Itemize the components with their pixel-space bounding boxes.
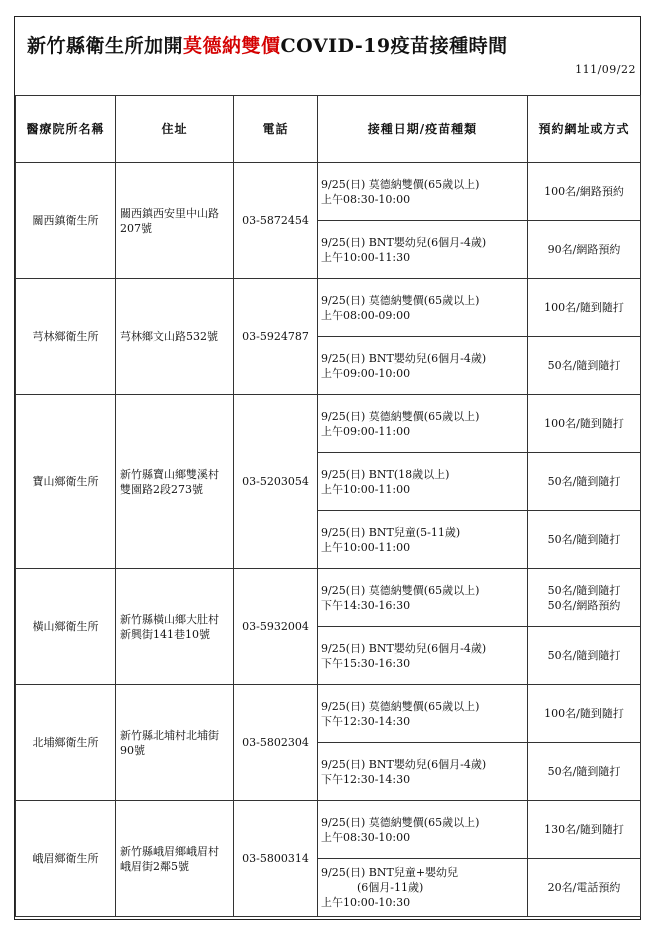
- session-time: 下午15:30-16:30: [321, 656, 411, 670]
- clinic-address: [116, 279, 234, 395]
- document-sheet: [14, 16, 641, 920]
- header-address: 住址: [116, 96, 234, 163]
- session-vaccine: 9/25(日) 莫德納雙價(65歲以上): [321, 815, 480, 829]
- table-body: [16, 163, 641, 917]
- booking-line: 50名/隨到隨打: [547, 583, 621, 597]
- session-schedule: [318, 569, 528, 627]
- session-vaccine: 9/25(日) 莫德納雙價(65歲以上): [321, 293, 480, 307]
- title-pre: 新竹縣衛生所加開: [27, 35, 184, 57]
- booking-line: 90名/網路預約: [547, 243, 621, 256]
- table-row: [16, 569, 641, 627]
- table-row: [16, 395, 641, 453]
- address-line: 新竹縣峨眉鄉峨眉村: [120, 844, 219, 858]
- table-row: [16, 685, 641, 743]
- clinic-name: 芎林鄉衛生所: [16, 279, 116, 395]
- session-time: 上午09:00-10:00: [321, 366, 411, 380]
- booking-line: 50名/隨到隨打: [547, 475, 621, 488]
- session-booking: [528, 511, 641, 569]
- header-clinic-name: 醫療院所名稱: [16, 96, 116, 163]
- clinic-phone: 03-5802304: [234, 685, 318, 801]
- session-schedule: [318, 221, 528, 279]
- address-line: 新興街141巷10號: [120, 627, 210, 641]
- session-booking: [528, 569, 641, 627]
- address-line: 峨眉街2鄰5號: [120, 859, 189, 873]
- session-booking: [528, 627, 641, 685]
- clinic-phone: 03-5872454: [234, 163, 318, 279]
- clinic-name: 寶山鄉衛生所: [16, 395, 116, 569]
- session-time: 上午09:00-11:00: [321, 424, 411, 438]
- clinic-address: [116, 395, 234, 569]
- session-schedule: [318, 685, 528, 743]
- session-vaccine: 9/25(日) 莫德納雙價(65歲以上): [321, 699, 480, 713]
- session-vaccine: 9/25(日) BNT嬰幼兒(6個月-4歲): [321, 757, 487, 771]
- session-booking: [528, 337, 641, 395]
- booking-line: 100名/隨到隨打: [544, 417, 624, 430]
- clinic-phone: 03-5924787: [234, 279, 318, 395]
- session-vaccine: 9/25(日) BNT兒童+嬰幼兒: [321, 866, 459, 879]
- clinic-address: [116, 685, 234, 801]
- booking-line: 100名/隨到隨打: [544, 301, 624, 314]
- title-highlight: 莫德納雙價: [183, 35, 281, 57]
- session-schedule: [318, 395, 528, 453]
- session-booking: [528, 801, 641, 859]
- header-schedule: 接種日期/疫苗種類: [318, 96, 528, 163]
- session-vaccine: 9/25(日) BNT嬰幼兒(6個月-4歲): [321, 351, 487, 365]
- session-booking: [528, 395, 641, 453]
- session-schedule: [318, 511, 528, 569]
- clinic-address: [116, 801, 234, 917]
- header-booking: 預約網址或方式: [528, 96, 641, 163]
- session-booking: [528, 685, 641, 743]
- clinic-phone: 03-5800314: [234, 801, 318, 917]
- session-vaccine: 9/25(日) 莫德納雙價(65歲以上): [321, 583, 480, 597]
- session-vaccine: 9/25(日) 莫德納雙價(65歲以上): [321, 177, 480, 191]
- booking-line: 20名/電話預約: [547, 881, 621, 894]
- session-vaccine: 9/25(日) BNT嬰幼兒(6個月-4歲): [321, 235, 487, 249]
- session-time: 上午08:00-09:00: [321, 308, 411, 322]
- session-time: 上午08:30-10:00: [321, 192, 411, 206]
- address-line: 新竹縣橫山鄉大肚村: [120, 612, 219, 626]
- session-time: 下午14:30-16:30: [321, 598, 411, 612]
- clinic-phone: 03-5932004: [234, 569, 318, 685]
- session-booking: [528, 163, 641, 221]
- session-schedule: [318, 801, 528, 859]
- booking-line: 130名/隨到隨打: [544, 823, 624, 836]
- session-vaccine: 9/25(日) BNT嬰幼兒(6個月-4歲): [321, 641, 487, 655]
- address-line: 雙園路2段273號: [120, 482, 203, 496]
- booking-line: 100名/隨到隨打: [544, 707, 624, 720]
- clinic-name: 橫山鄉衛生所: [16, 569, 116, 685]
- session-time: 上午10:00-11:00: [321, 482, 411, 496]
- table-row: [16, 279, 641, 337]
- session-vaccine-age: (6個月-11歲): [357, 881, 424, 894]
- booking-line: 50名/隨到隨打: [547, 649, 621, 662]
- session-schedule: [318, 743, 528, 801]
- clinic-name: 關西鎮衛生所: [16, 163, 116, 279]
- address-line: 關西鎮西安里中山路: [120, 206, 219, 220]
- address-line: 207號: [120, 221, 152, 235]
- session-vaccine: 9/25(日) BNT兒童(5-11歲): [321, 525, 461, 539]
- session-schedule: [318, 859, 528, 917]
- booking-line: 100名/網路預約: [544, 185, 624, 198]
- address-line: 90號: [120, 743, 145, 757]
- session-schedule: [318, 453, 528, 511]
- session-schedule: [318, 163, 528, 221]
- address-line: 新竹縣北埔村北埔街: [120, 728, 219, 742]
- table-row: [16, 163, 641, 221]
- title-post: COVID-19疫苗接種時間: [280, 35, 508, 57]
- session-time: 上午10:00-10:30: [321, 896, 411, 909]
- booking-line: 50名/網路預約: [547, 598, 621, 612]
- booking-line: 50名/隨到隨打: [547, 533, 621, 546]
- session-vaccine: 9/25(日) 莫德納雙價(65歲以上): [321, 409, 480, 423]
- session-time: 下午12:30-14:30: [321, 772, 411, 786]
- title-row: [15, 17, 640, 75]
- session-time: 下午12:30-14:30: [321, 714, 411, 728]
- session-schedule: [318, 337, 528, 395]
- session-booking: [528, 279, 641, 337]
- session-vaccine: 9/25(日) BNT(18歲以上): [321, 467, 450, 481]
- clinic-address: [116, 163, 234, 279]
- session-booking: [528, 221, 641, 279]
- booking-line: 50名/隨到隨打: [547, 359, 621, 372]
- table-row: [16, 801, 641, 859]
- session-booking: [528, 859, 641, 917]
- address-line: 芎林鄉文山路532號: [120, 330, 218, 343]
- table-header-row: [16, 96, 641, 163]
- clinic-name: 北埔鄉衛生所: [16, 685, 116, 801]
- session-time: 上午10:00-11:00: [321, 540, 411, 554]
- header-phone: 電話: [234, 96, 318, 163]
- session-booking: [528, 743, 641, 801]
- session-time: 上午08:30-10:00: [321, 830, 411, 844]
- clinic-address: [116, 569, 234, 685]
- session-schedule: [318, 627, 528, 685]
- session-booking: [528, 453, 641, 511]
- session-time: 上午10:00-11:30: [321, 250, 411, 264]
- schedule-table: [15, 95, 641, 917]
- clinic-phone: 03-5203054: [234, 395, 318, 569]
- booking-line: 50名/隨到隨打: [547, 765, 621, 778]
- session-schedule: [318, 279, 528, 337]
- document-date: 111/09/22: [575, 63, 636, 76]
- page-title: [27, 31, 508, 58]
- clinic-name: 峨眉鄉衛生所: [16, 801, 116, 917]
- address-line: 新竹縣寶山鄉雙溪村: [120, 467, 219, 481]
